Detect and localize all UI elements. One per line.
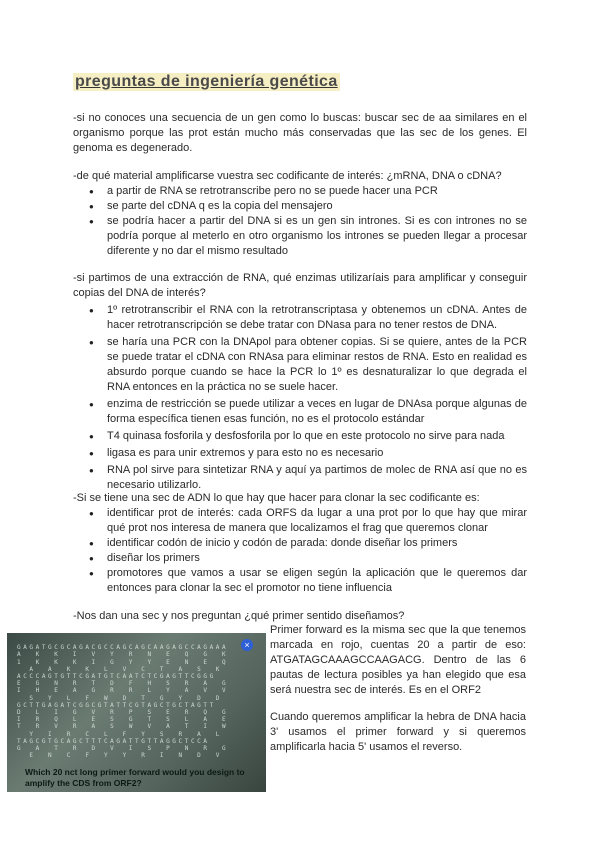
answer-1-text: Primer forward es la misma sec que la que tenemos marcada en rojo, cuentas 20 a partir de eso: ATGATAGCAAAGCCAAGACG. Dentro de las 6 pautas de lectura posibles ya han elegido que esa será nuestra sec de interés. Es en el ORF2 <box>270 624 526 696</box>
list-item: ● se haría una PCR con la DNApol para obtener copias. Si se quiere, antes de la PCR se puede tratar el cDNA con RNAsa para eliminar restos de RNA. Esto en realidad es absurdo porque cuando se hace la PCR lo 1º es desnaturalizar lo que degrada el RNA entonces en la práctica no se suele hacer. <box>73 335 527 395</box>
question-3-text: -Si se tiene una sec de ADN lo que hay que hacer para clonar la sec codificante es: <box>73 492 480 504</box>
list-item: ● se parte del cDNA q es la copia del mensajero <box>73 199 527 214</box>
answer-paragraph-2 <box>270 710 526 755</box>
intro-paragraph <box>73 111 527 156</box>
list-item: ● 1º retrotranscribir el RNA con la retrotranscriptasa y obtenemos un cDNA. Antes de hacer retrotranscripción se debe tratar con DNasa para no tener restos de DNA. <box>73 303 527 333</box>
sequence-grid-image: GAGATGCGCAGACGCCAGCAGCAAGAGCCAGAAA A K K I V Y R N E Q G K 1 K K K I G Y Y E N E Q A A K K L V C T A S K ACCCAGTGTTCGATGTCAATCTCGAGTTCGGG E G N R T D F H S R A G I H E A G R R L Y A V V S Y L F W D T G Y D D GCTTGAGATCGGCGTATTCGTAGCTGCTAGTT D L I G V R P S E R Q G I R Q L E S G T S L A E T R V R A S W V A T I W Y I R C L F Y S R A L TAGCGTGCAGCTTTCAGATTGTTAGGCTCCA G A T R D V I S P N R G E N C F Y Y R I N D V <box>17 644 229 760</box>
question-2-text: -si partimos de una extracción de RNA, qué enzimas utilizaríais para amplificar y conseguir copias del DNA de interés? <box>73 272 527 299</box>
intro-text: -si no conoces una secuencia de un gen como lo buscas: buscar sec de aa similares en el organismo porque las prot están mucho más conservadas que las sec de los genes. El genoma es degenerado. <box>73 112 527 154</box>
screenshot-caption: Which 20 nct long primer forward would you design to amplify the CDS from ORF2? <box>25 767 245 788</box>
question-2-list <box>73 303 527 493</box>
list-item: ● identificar prot de interés: cada ORFS da lugar a una prot por lo que hay que mirar qué prot nos interesa de manera que localizamos el frag que queremos clonar <box>73 506 527 536</box>
list-item: ● promotores que vamos a usar se eligen según la aplicación que le queremos dar entonces para clonar la sec el promotor no tiene influencia <box>73 566 527 596</box>
answer-paragraph-1 <box>270 623 526 698</box>
page-title: preguntas de ingeniería genética <box>75 73 338 90</box>
list-item: ● diseñar los primers <box>73 551 527 566</box>
question-1-text: -de qué material amplificarse vuestra sec codificante de interés: ¿mRNA, DNA o cDNA? <box>73 170 502 182</box>
question-2 <box>73 271 527 493</box>
list-item: ● ligasa es para unir extremos y para esto no es necesario <box>73 446 527 461</box>
question-1-list <box>73 184 527 259</box>
list-item: ● T4 quinasa fosforila y desfosforila por lo que en este protocolo no sirve para nada <box>73 429 527 444</box>
list-item: ● enzima de restricción se puede utilizar a veces en lugar de DNAsa porque algunas de forma específica tienen esas función, no es el protocolo estándar <box>73 397 527 427</box>
question-3 <box>73 491 527 596</box>
question-3-list <box>73 506 527 596</box>
list-item: ● a partir de RNA se retrotranscribe pero no se puede hacer una PCR <box>73 184 527 199</box>
list-item: ● RNA pol sirve para sintetizar RNA y aquí ya partimos de molec de RNA así que no es necesario utilizarlo. <box>73 463 527 493</box>
list-item: ● identificar codón de inicio y codón de parada: donde diseñar los primers <box>73 536 527 551</box>
sequence-screenshot <box>7 633 266 792</box>
answer-2-text: Cuando queremos amplificar la hebra de DNA hacia 3' usamos el primer forward y si queremos amplificarla hacia 5' usamos el reverso. <box>270 711 526 753</box>
question-4-text: -Nos dan una sec y nos preguntan ¿qué primer sentido diseñamos? <box>73 610 405 622</box>
question-4 <box>73 609 527 624</box>
close-icon: × <box>241 639 253 651</box>
question-1 <box>73 169 527 259</box>
list-item: ● se podría hacer a partir del DNA si es un gen sin intrones. Si es con intrones no se podría porque al meterlo en otro organismo los intrones se pueden llegar a procesar diferente y no dar el mismo resultado <box>73 214 527 259</box>
